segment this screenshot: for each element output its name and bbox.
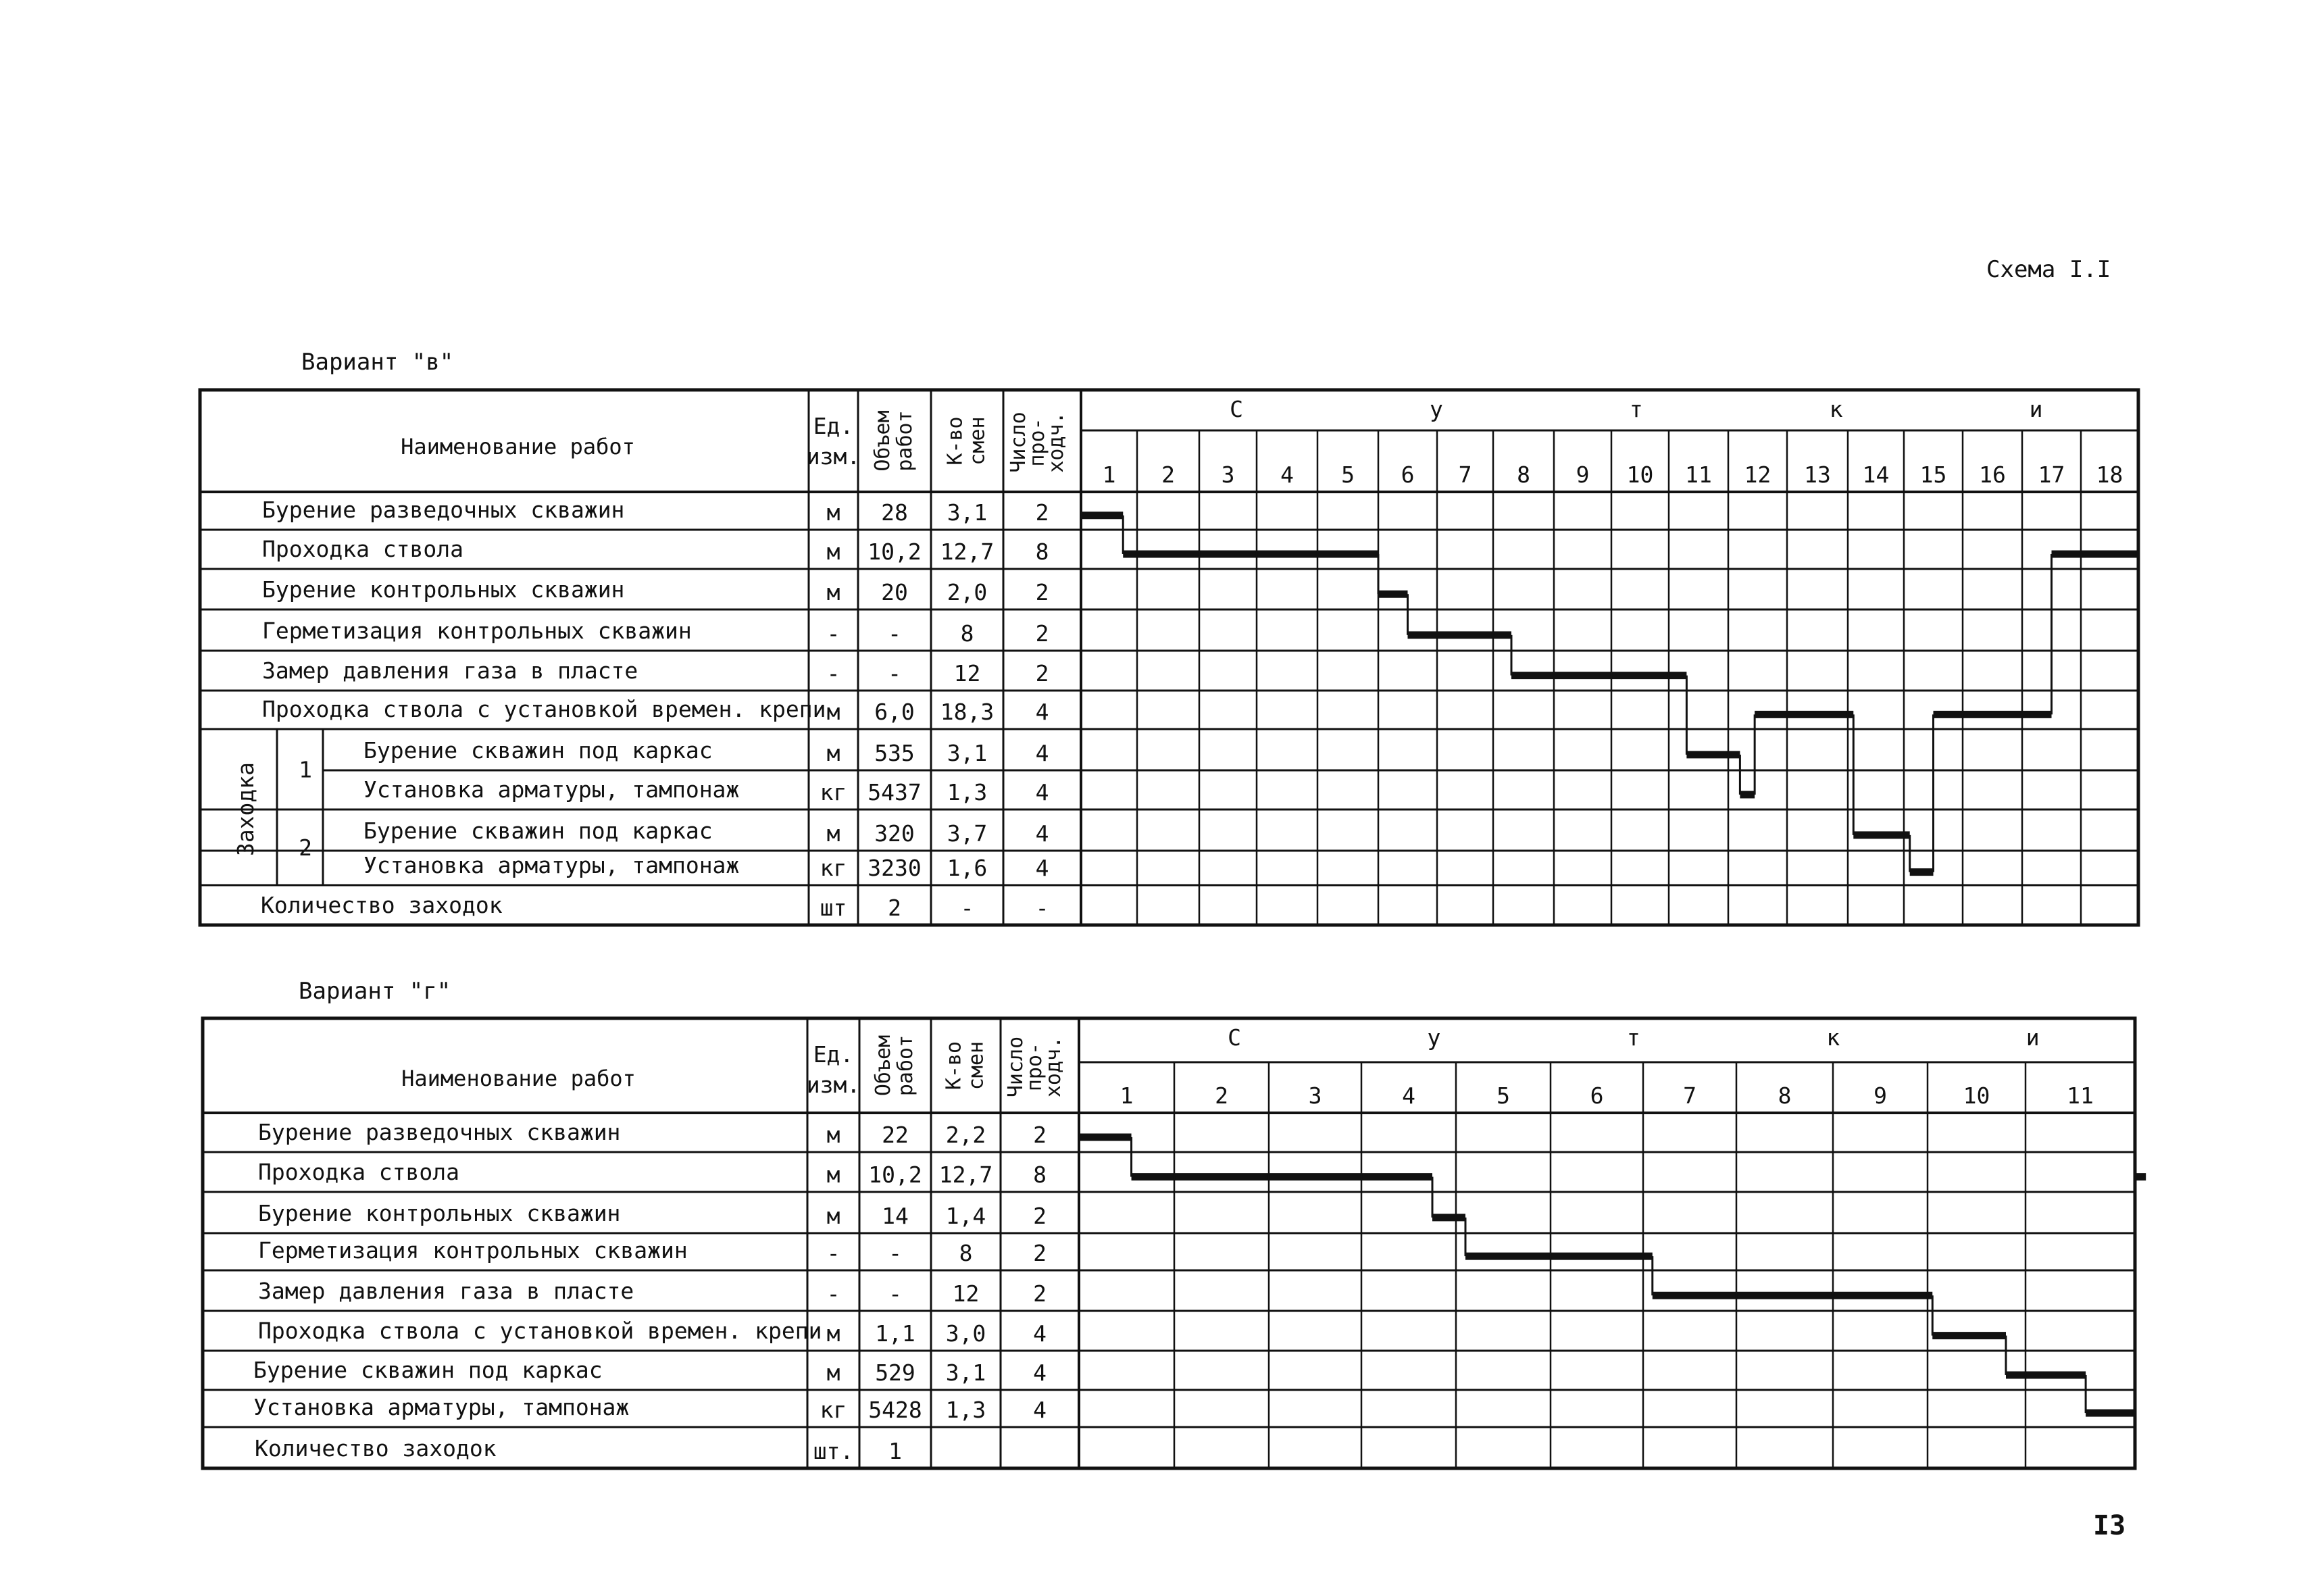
moves-cell: 2	[1033, 1203, 1047, 1229]
day-number: 2	[1215, 1082, 1228, 1109]
shifts-cell: 3,0	[945, 1320, 986, 1347]
unit-cell: м	[826, 820, 840, 847]
col-header-moves: Число	[1004, 1036, 1028, 1098]
volume-cell: 2	[888, 895, 901, 921]
moves-cell: 4	[1033, 1397, 1047, 1423]
shifts-cell: 3,7	[947, 820, 988, 847]
shifts-cell: 8	[959, 1240, 973, 1266]
col-header-shifts: смен	[964, 1041, 988, 1091]
day-number: 10	[1963, 1082, 1990, 1109]
day-number: 7	[1683, 1082, 1696, 1109]
unit-cell: м	[826, 1360, 840, 1386]
volume-cell: 20	[881, 579, 908, 605]
work-name: Бурение скважин под каркас	[253, 1357, 603, 1383]
day-number: 3	[1221, 462, 1235, 488]
volume-cell: 28	[881, 499, 908, 526]
moves-cell: 4	[1035, 699, 1049, 725]
volume-cell: 535	[874, 740, 915, 766]
unit-cell: -	[826, 1240, 840, 1266]
shifts-cell: 12	[953, 660, 981, 687]
moves-cell: 4	[1035, 779, 1049, 805]
moves-cell: 2	[1035, 579, 1049, 605]
day-number: 16	[1979, 462, 2006, 488]
shifts-cell: 2,2	[945, 1122, 986, 1148]
day-number: 2	[1161, 462, 1175, 488]
sched-header-letter: С	[1230, 396, 1243, 422]
moves-cell: 4	[1033, 1320, 1047, 1347]
day-number: 7	[1458, 462, 1472, 488]
shifts-cell: 1,3	[945, 1397, 986, 1423]
day-number: 18	[2096, 462, 2123, 488]
day-number: 8	[1517, 462, 1530, 488]
unit-cell: м	[826, 539, 840, 565]
moves-cell: 4	[1035, 855, 1049, 881]
day-number: 1	[1120, 1082, 1134, 1109]
sched-header-letter: у	[1429, 396, 1443, 422]
unit-cell: -	[826, 620, 840, 647]
unit-cell: кг	[820, 855, 847, 881]
volume-cell: 320	[874, 820, 915, 847]
volume-cell: 5428	[868, 1397, 922, 1423]
moves-cell: 8	[1035, 539, 1049, 565]
day-number: 3	[1308, 1082, 1322, 1109]
col-header-moves: ходч.	[1042, 1036, 1065, 1098]
page-number: I3	[2093, 1510, 2126, 1541]
work-name: Количество заходок	[261, 892, 503, 918]
volume-cell: 5437	[867, 779, 922, 805]
work-name: Проходка ствола	[258, 1159, 460, 1185]
work-name: Бурение разведочных скважин	[262, 497, 625, 523]
scheme-label: Схема I.I	[1986, 256, 2111, 283]
unit-cell: -	[826, 660, 840, 687]
work-name: Герметизация контрольных скважин	[262, 618, 692, 644]
unit-cell: м	[826, 1122, 840, 1148]
work-name: Бурение контрольных скважин	[262, 576, 625, 603]
zahodka-group-label: 1	[299, 756, 312, 783]
col-header-shifts: К-во	[943, 416, 967, 466]
volume-cell: 3230	[867, 855, 922, 881]
work-name: Установка арматуры, тампонаж	[363, 776, 740, 803]
moves-cell: 2	[1033, 1280, 1047, 1307]
volume-cell: -	[888, 660, 901, 687]
col-header-shifts: смен	[965, 416, 990, 466]
day-number: 1	[1102, 462, 1116, 488]
sched-header-letter: и	[2029, 396, 2043, 422]
shifts-cell: 3,1	[945, 1360, 986, 1386]
col-header-shifts: К-во	[942, 1041, 966, 1091]
volume-cell: 6,0	[874, 699, 915, 725]
col-header-volume: работ	[894, 1034, 917, 1097]
day-number: 17	[2038, 462, 2065, 488]
volume-cell: 10,2	[867, 539, 922, 565]
day-number: 5	[1496, 1082, 1510, 1109]
shifts-cell: 18,3	[940, 699, 995, 725]
col-header-unit: Ед.	[813, 413, 854, 439]
volume-cell: 1	[888, 1438, 902, 1464]
unit-cell: м	[826, 1320, 840, 1347]
sched-header-letter: и	[2026, 1024, 2040, 1051]
volume-cell: -	[888, 1240, 902, 1266]
work-name: Установка арматуры, тампонаж	[363, 852, 740, 878]
shifts-cell: 1,6	[947, 855, 988, 881]
work-name: Бурение скважин под каркас	[363, 737, 713, 764]
day-number: 11	[1685, 462, 1712, 488]
col-header-volume: Объем	[872, 1034, 895, 1097]
day-number: 9	[1873, 1082, 1887, 1109]
moves-cell: 2	[1033, 1240, 1047, 1266]
col-header-name: Наименование работ	[401, 1066, 636, 1091]
work-name: Установка арматуры, тампонаж	[253, 1394, 630, 1420]
unit-cell: м	[826, 740, 840, 766]
sched-header-letter: С	[1228, 1024, 1241, 1051]
work-name: Количество заходок	[255, 1435, 497, 1462]
moves-cell: 2	[1035, 620, 1049, 647]
col-header-moves: про-	[1026, 418, 1049, 467]
unit-cell: м	[826, 499, 840, 526]
shifts-cell: 8	[960, 620, 974, 647]
shifts-cell: 3,1	[947, 499, 988, 526]
work-name: Бурение скважин под каркас	[363, 818, 713, 844]
volume-cell: 1,1	[875, 1320, 915, 1347]
col-header-moves: Число	[1007, 412, 1030, 473]
zahodka-group-label: 2	[299, 834, 312, 861]
shifts-cell: 12,7	[940, 539, 995, 565]
work-name: Бурение разведочных скважин	[258, 1119, 621, 1145]
day-number: 13	[1804, 462, 1831, 488]
volume-cell: 10,2	[868, 1162, 922, 1188]
moves-cell: 2	[1035, 660, 1049, 687]
sched-header-letter: к	[1826, 1024, 1840, 1051]
col-header-moves: про-	[1023, 1042, 1047, 1092]
shifts-cell: -	[960, 895, 974, 921]
col-header-volume: работ	[893, 410, 917, 472]
unit-cell: кг	[820, 779, 847, 805]
col-header-unit: Ед.	[813, 1041, 854, 1068]
shifts-cell: 1,3	[947, 779, 988, 805]
unit-cell: м	[826, 1162, 840, 1188]
day-number: 5	[1341, 462, 1355, 488]
sched-header-letter: т	[1626, 1024, 1640, 1051]
unit-cell: м	[826, 579, 840, 605]
sched-header-letter: к	[1829, 396, 1843, 422]
moves-cell: 8	[1033, 1162, 1047, 1188]
volume-cell: -	[888, 1280, 902, 1307]
unit-cell: шт.	[813, 1438, 854, 1464]
unit-cell: м	[826, 699, 840, 725]
work-name: Замер давления газа в пласте	[258, 1278, 634, 1304]
day-number: 6	[1401, 462, 1415, 488]
moves-cell: 4	[1035, 740, 1049, 766]
shifts-cell: 12	[952, 1280, 980, 1307]
unit-cell: шт	[820, 895, 847, 921]
work-name: Герметизация контрольных скважин	[258, 1237, 688, 1264]
day-number: 11	[2067, 1082, 2094, 1109]
day-number: 9	[1576, 462, 1590, 488]
col-header-unit: изм.	[806, 1072, 861, 1098]
day-number: 14	[1862, 462, 1890, 488]
sched-header-letter: т	[1629, 396, 1643, 422]
unit-cell: кг	[820, 1397, 847, 1423]
moves-cell: 4	[1035, 820, 1049, 847]
col-header-moves: ходч.	[1045, 412, 1068, 473]
shifts-cell: 2,0	[947, 579, 988, 605]
shifts-cell: 1,4	[945, 1203, 986, 1229]
day-number: 6	[1590, 1082, 1604, 1109]
moves-cell: 4	[1033, 1360, 1047, 1386]
shifts-cell: 12,7	[938, 1162, 993, 1188]
day-number: 8	[1778, 1082, 1792, 1109]
work-name: Проходка ствола с установкой времен. крепи	[262, 696, 826, 722]
volume-cell: -	[888, 620, 901, 647]
volume-cell: 22	[882, 1122, 909, 1148]
day-number: 4	[1402, 1082, 1415, 1109]
col-header-volume: Объем	[871, 410, 895, 472]
variant-v-title: Вариант "в"	[301, 349, 454, 376]
day-number: 12	[1744, 462, 1771, 488]
work-name: Проходка ствола	[262, 536, 464, 562]
work-name: Бурение контрольных скважин	[258, 1200, 621, 1226]
col-header-name: Наименование работ	[401, 434, 635, 459]
day-number: 15	[1919, 462, 1947, 488]
work-name: Замер давления газа в пласте	[262, 657, 638, 684]
unit-cell: м	[826, 1203, 840, 1229]
shifts-cell: 3,1	[947, 740, 988, 766]
volume-cell: 14	[882, 1203, 909, 1229]
moves-cell: 2	[1035, 499, 1049, 526]
work-name: Проходка ствола с установкой времен. крепи	[258, 1318, 822, 1344]
moves-cell: 2	[1033, 1122, 1047, 1148]
sched-header-letter: у	[1427, 1024, 1441, 1051]
moves-cell: -	[1035, 895, 1049, 921]
day-number: 10	[1626, 462, 1654, 488]
day-number: 4	[1280, 462, 1294, 488]
col-header-unit: изм.	[806, 443, 861, 470]
zahodka-label: Заходка	[232, 762, 259, 857]
volume-cell: 529	[875, 1360, 915, 1386]
variant-g-title: Вариант "г"	[299, 978, 451, 1005]
unit-cell: -	[826, 1280, 840, 1307]
